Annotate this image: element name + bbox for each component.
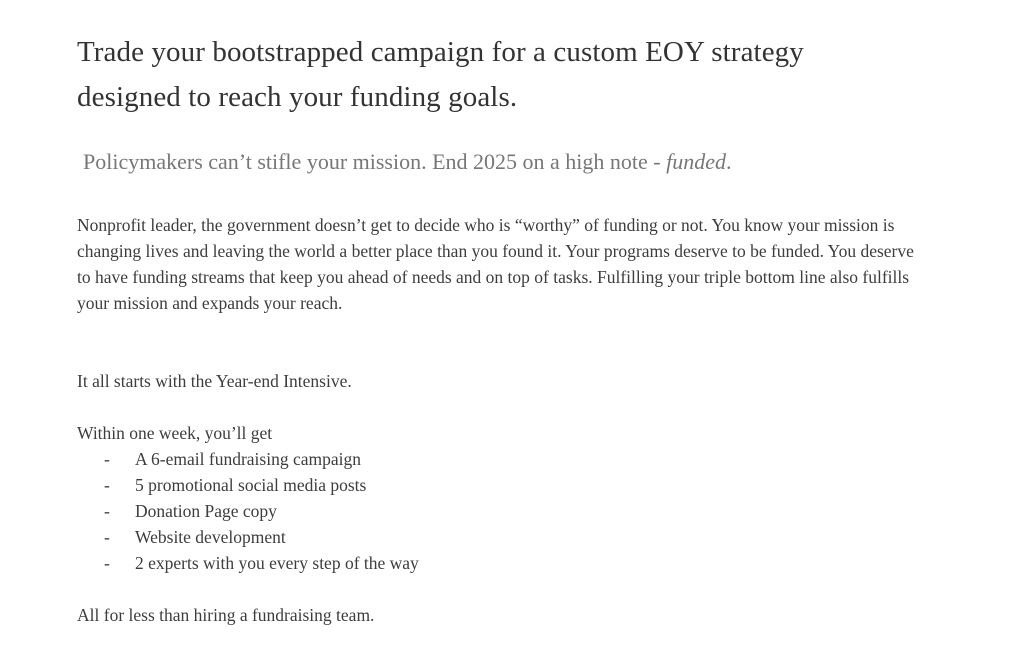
list-item <box>77 446 419 472</box>
subheadline-emphasis: funded <box>666 149 727 174</box>
headline-line-2: designed to reach your funding goals. <box>77 81 518 113</box>
list-dash: - <box>104 449 110 469</box>
list-item-text: 2 experts with you every step of the way <box>135 553 419 573</box>
page-headline <box>77 30 927 120</box>
closing-text: All for less than hiring a fundraising team. <box>77 605 375 625</box>
headline-line-1: Trade your bootstrapped campaign for a custom EOY strategy <box>77 36 804 68</box>
content-area <box>77 30 927 625</box>
list-dash: - <box>104 501 110 521</box>
deliverables-intro-text: Within one week, you’ll get <box>77 423 273 443</box>
list-dash: - <box>104 475 110 495</box>
list-item <box>77 498 419 524</box>
list-item <box>77 472 419 498</box>
list-item-text: A 6-email fundraising campaign <box>135 449 361 469</box>
page-subheadline <box>83 147 732 177</box>
deliverables-list <box>77 446 419 576</box>
list-item <box>77 550 419 576</box>
subheadline-main: Policymakers can’t stifle your mission. End 2025 on a high note - <box>83 149 667 174</box>
list-item <box>77 524 419 550</box>
list-item-text: 5 promotional social media posts <box>135 475 367 495</box>
list-item-text: Website development <box>135 527 286 547</box>
intro-paragraph: Nonprofit leader, the government doesn’t get to decide who is “worthy” of funding or not. You know your mission is changing lives and leaving the world a better place than you found it. Your programs deserve to be funded. You deserve to have funding streams that keep you ahead of needs and on top of tasks. Fulfilling your triple bottom line also fulfills your mission and expands your reach. <box>77 215 914 313</box>
list-dash: - <box>104 527 110 547</box>
list-dash: - <box>104 553 110 573</box>
subheadline-end: . <box>726 149 732 174</box>
list-item-text: Donation Page copy <box>135 501 277 521</box>
intensive-intro-text: It all starts with the Year-end Intensive. <box>77 371 352 391</box>
